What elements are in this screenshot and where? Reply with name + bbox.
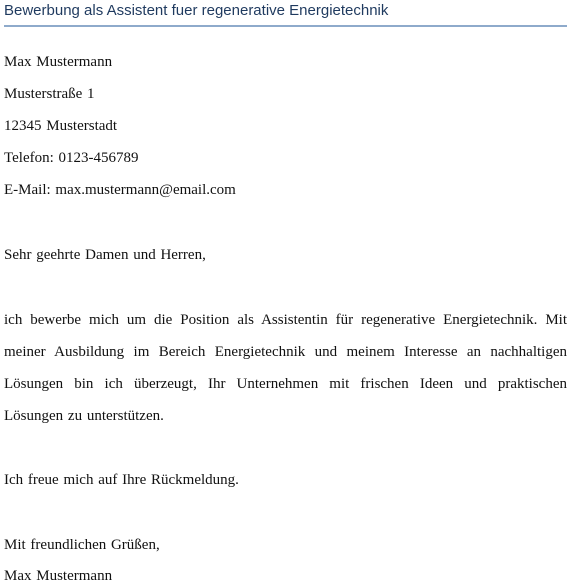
signature: Max Mustermann <box>4 568 113 584</box>
document-title: Bewerbung als Assistent fuer regenerative Energietechnik <box>4 2 389 19</box>
salutation: Sehr geehrte Damen und Herren, <box>4 247 206 263</box>
letter-body <box>4 0 567 585</box>
sender-email: E-Mail: max.mustermann@email.com <box>4 182 236 198</box>
body-line-2: meiner Ausbildung im Bereich Energietechnik und meinem Interesse an nachhaltigen <box>4 344 567 360</box>
sender-street: Musterstraße 1 <box>4 86 95 102</box>
greeting: Mit freundlichen Grüßen, <box>4 537 160 553</box>
sender-city: 12345 Musterstadt <box>4 118 118 134</box>
sender-phone: Telefon: 0123-456789 <box>4 150 139 166</box>
body-line-1: ich bewerbe mich um die Position als Assistentin für regenerative Energietechnik. Mit <box>4 312 567 328</box>
sender-name: Max Mustermann <box>4 54 113 70</box>
body-line-3: Lösungen bin ich überzeugt, Ihr Unternehmen mit frischen Ideen und praktischen <box>4 376 567 392</box>
closing-sentence: Ich freue mich auf Ihre Rückmeldung. <box>4 472 239 488</box>
body-line-4: Lösungen zu unterstützen. <box>4 408 164 424</box>
